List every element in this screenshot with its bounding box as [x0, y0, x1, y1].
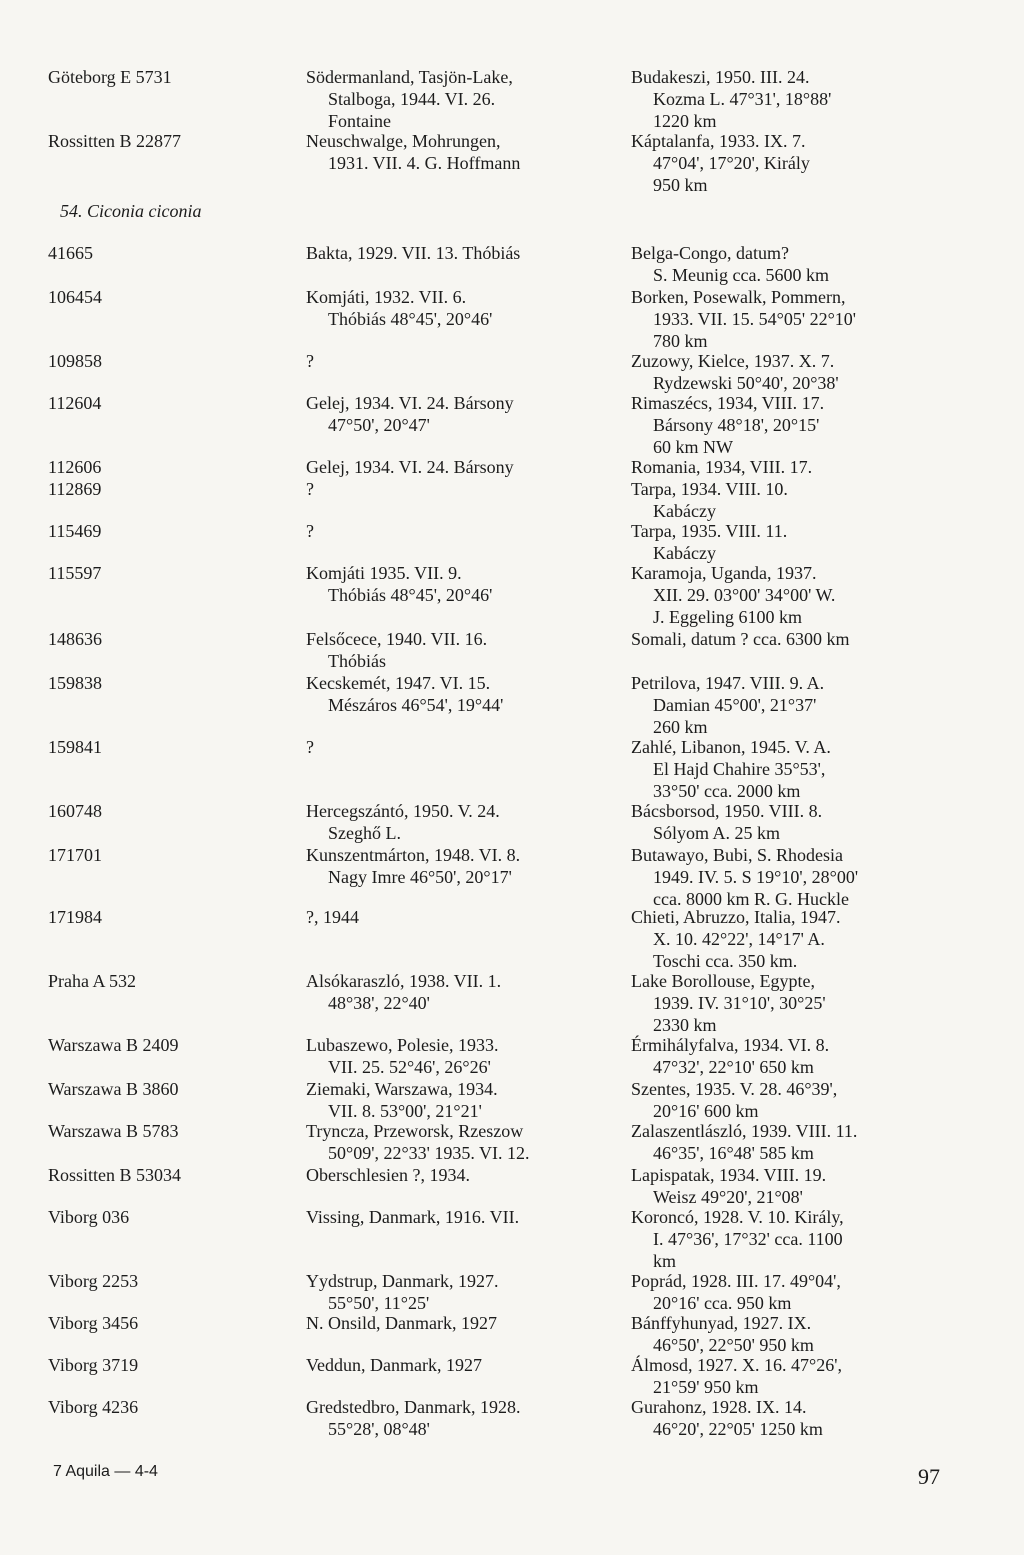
- recovery-data-line: Bánffyhunyad, 1927. IX.: [631, 1313, 812, 1333]
- ring-number: [48, 1206, 129, 1228]
- ring-number-line: 112606: [48, 457, 102, 477]
- ringing-data-line: ?: [306, 479, 314, 499]
- recovery-data-line: Szentes, 1935. V. 28. 46°39',: [631, 1079, 838, 1099]
- ringing-data-line: Lubaszewo, Polesie, 1933.: [306, 1035, 499, 1055]
- ring-number: [48, 456, 101, 478]
- recovery-data-line: Belga-Congo, datum?: [631, 243, 789, 263]
- ring-number: [48, 286, 102, 308]
- ringing-data-line: Thóbiás: [328, 651, 386, 671]
- ringing-data-line: Komjáti 1935. VII. 9.: [306, 563, 462, 583]
- recovery-data-line: 47°32', 22°10' 650 km: [653, 1057, 814, 1077]
- recovery-data: [631, 736, 831, 802]
- recovery-data-line: 1949. IV. 5. S 19°10', 28°00': [653, 867, 859, 887]
- ring-number-line: Warszawa B 5783: [48, 1121, 179, 1141]
- recovery-data: [631, 130, 810, 196]
- recovery-data: [631, 1120, 857, 1164]
- recovery-data-line: Borken, Posewalk, Pommern,: [631, 287, 846, 307]
- ring-number: [48, 800, 102, 822]
- ringing-data: [306, 456, 514, 478]
- ring-number-line: 109858: [48, 351, 102, 371]
- recovery-data: [631, 1206, 844, 1272]
- ringing-data-line: Gelej, 1934. VI. 24. Bársony: [306, 393, 514, 413]
- recovery-data-line: 1220 km: [653, 111, 717, 131]
- recovery-data: [631, 1396, 823, 1440]
- recovery-data-line: Zahlé, Libanon, 1945. V. A.: [631, 737, 831, 757]
- ringing-data: [306, 478, 314, 500]
- ringing-data-line: Kunszentmárton, 1948. VI. 8.: [306, 845, 521, 865]
- ringing-data-line: ?, 1944: [306, 907, 359, 927]
- ring-number: [48, 242, 93, 264]
- ringing-data: [306, 672, 503, 716]
- ringing-data: [306, 1354, 482, 1376]
- ring-number-line: Warszawa B 3860: [48, 1079, 179, 1099]
- ring-number-line: 171984: [48, 907, 102, 927]
- recovery-data-line: Somali, datum ? cca. 6300 km: [631, 629, 850, 649]
- ringing-data-line: Felsőcece, 1940. VII. 16.: [306, 629, 488, 649]
- recovery-data-line: Butawayo, Bubi, S. Rhodesia: [631, 845, 843, 865]
- ringing-data-line: Vissing, Danmark, 1916. VII.: [306, 1207, 520, 1227]
- ring-number-line: Viborg 3719: [48, 1355, 139, 1375]
- recovery-data-line: 46°35', 16°48' 585 km: [653, 1143, 814, 1163]
- species-header: 54. Ciconia ciconia: [60, 201, 202, 221]
- recovery-data-line: Damian 45°00', 21°37': [653, 695, 817, 715]
- ring-number-line: Viborg 2253: [48, 1271, 139, 1291]
- recovery-data-line: 46°20', 22°05' 1250 km: [653, 1419, 823, 1439]
- ringing-data-line: Oberschlesien ?, 1934.: [306, 1165, 470, 1185]
- recovery-data: [631, 1354, 842, 1398]
- ringing-data-line: Szeghő L.: [328, 823, 401, 843]
- ringing-data-line: 1931. VII. 4. G. Hoffmann: [328, 153, 521, 173]
- ringing-data-line: Yydstrup, Danmark, 1927.: [306, 1271, 499, 1291]
- ringing-data-line: 47°50', 20°47': [328, 415, 430, 435]
- recovery-data: [631, 562, 835, 628]
- recovery-data: [631, 1312, 814, 1356]
- ring-number: [48, 1034, 179, 1056]
- ring-number: [48, 906, 102, 928]
- ringing-data-line: VII. 25. 52°46', 26°26': [328, 1057, 491, 1077]
- recovery-data-line: I. 47°36', 17°32' cca. 1100: [653, 1229, 843, 1249]
- recovery-data-line: 33°50' cca. 2000 km: [653, 781, 801, 801]
- recovery-data-line: Álmosd, 1927. X. 16. 47°26',: [631, 1355, 842, 1375]
- ring-number: [48, 1354, 138, 1376]
- ring-number-line: Göteborg E 5731: [48, 67, 172, 87]
- ringing-data: [306, 906, 359, 928]
- recovery-data-line: XII. 29. 03°00' 34°00' W.: [653, 585, 836, 605]
- ring-number: [48, 520, 101, 542]
- ring-number-line: Viborg 4236: [48, 1397, 139, 1417]
- ringing-data-line: Kecskemét, 1947. VI. 15.: [306, 673, 491, 693]
- recovery-data-line: Gurahonz, 1928. IX. 14.: [631, 1397, 807, 1417]
- ringing-data-line: Nagy Imre 46°50', 20°17': [328, 867, 512, 887]
- recovery-data-line: Rydzewski 50°40', 20°38': [653, 373, 839, 393]
- recovery-data-line: 47°04', 17°20', Király: [653, 153, 810, 173]
- ringing-data-line: ?: [306, 737, 314, 757]
- ring-number-line: 106454: [48, 287, 102, 307]
- ring-number: [48, 736, 102, 758]
- ring-number-line: 112869: [48, 479, 102, 499]
- ring-number-line: 41665: [48, 243, 93, 263]
- recovery-data: [631, 1270, 841, 1314]
- ring-number-line: Warszawa B 2409: [48, 1035, 179, 1055]
- ring-number-line: 148636: [48, 629, 102, 649]
- ringing-data-line: Neuschwalge, Mohrungen,: [306, 131, 501, 151]
- ringing-data-line: Södermanland, Tasjön-Lake,: [306, 67, 513, 87]
- ringing-data: [306, 736, 314, 758]
- ringing-data-line: VII. 8. 53°00', 21°21': [328, 1101, 482, 1121]
- footer-journal-ref: 7 Aquila — 4-4: [53, 1463, 158, 1480]
- ringing-data: [306, 1270, 498, 1314]
- ringing-data-line: N. Onsild, Danmark, 1927: [306, 1313, 497, 1333]
- ringing-data-line: Alsókaraszló, 1938. VII. 1.: [306, 971, 502, 991]
- ringing-data-line: 48°38', 22°40': [328, 993, 430, 1013]
- recovery-data: [631, 672, 824, 738]
- recovery-data-line: X. 10. 42°22', 14°17' A.: [653, 929, 825, 949]
- ringing-data-line: Hercegszántó, 1950. V. 24.: [306, 801, 500, 821]
- ring-number: [48, 672, 102, 694]
- recovery-data-line: Sólyom A. 25 km: [653, 823, 781, 843]
- ringing-data-line: Tryncza, Przeworsk, Rzeszow: [306, 1121, 524, 1141]
- recovery-data-line: Lake Borollouse, Egypte,: [631, 971, 815, 991]
- ringing-data: [306, 844, 520, 888]
- page-number: 97: [918, 1464, 940, 1489]
- recovery-data-line: 780 km: [653, 331, 708, 351]
- recovery-data: [631, 456, 812, 478]
- ring-number: [48, 1270, 138, 1292]
- ring-number: [48, 66, 172, 88]
- ringing-data: [306, 1078, 498, 1122]
- ring-number-line: Praha A 532: [48, 971, 136, 991]
- ringing-data: [306, 130, 520, 174]
- recovery-data-line: Toschi cca. 350 km.: [653, 951, 798, 971]
- ringing-data-line: 50°09', 22°33' 1935. VI. 12.: [328, 1143, 530, 1163]
- ringing-data-line: Stalboga, 1944. VI. 26.: [328, 89, 496, 109]
- ring-number: [48, 1120, 179, 1142]
- ring-number: [48, 970, 136, 992]
- recovery-data-line: Zuzowy, Kielce, 1937. X. 7.: [631, 351, 835, 371]
- recovery-data-line: 46°50', 22°50' 950 km: [653, 1335, 814, 1355]
- ringing-data: [306, 286, 492, 330]
- recovery-data-line: Bácsborsod, 1950. VIII. 8.: [631, 801, 823, 821]
- ringing-data-line: ?: [306, 351, 314, 371]
- ringing-data: [306, 520, 314, 542]
- ringing-data: [306, 1120, 530, 1164]
- ringing-data-line: Gredstedbro, Danmark, 1928.: [306, 1397, 521, 1417]
- recovery-data: [631, 392, 824, 458]
- ringing-data-line: Bakta, 1929. VII. 13. Thóbiás: [306, 243, 521, 263]
- ring-number: [48, 1078, 179, 1100]
- ringing-data-line: Veddun, Danmark, 1927: [306, 1355, 482, 1375]
- ring-number-line: 115597: [48, 563, 102, 583]
- ringing-data: [306, 392, 514, 436]
- recovery-data-line: 1933. VII. 15. 54°05' 22°10': [653, 309, 857, 329]
- ringing-data: [306, 800, 500, 844]
- recovery-data: [631, 350, 839, 394]
- recovery-data: [631, 844, 858, 910]
- recovery-data-line: Kabáczy: [653, 501, 716, 521]
- ring-number: [48, 1396, 138, 1418]
- ring-number-line: Viborg 036: [48, 1207, 130, 1227]
- recovery-data-line: Rimaszécs, 1934, VIII. 17.: [631, 393, 825, 413]
- recovery-data-line: Tarpa, 1935. VIII. 11.: [631, 521, 788, 541]
- ringing-data: [306, 1164, 470, 1186]
- ringing-data: [306, 1396, 520, 1440]
- ringing-data-line: Thóbiás 48°45', 20°46': [328, 309, 493, 329]
- recovery-data: [631, 1164, 826, 1208]
- ring-number-line: 115469: [48, 521, 102, 541]
- ring-number: [48, 130, 181, 152]
- recovery-data-line: Petrilova, 1947. VIII. 9. A.: [631, 673, 825, 693]
- recovery-data-line: cca. 8000 km R. G. Huckle: [653, 889, 849, 909]
- ring-number-line: Rossitten B 53034: [48, 1165, 182, 1185]
- recovery-data-line: Káptalanfa, 1933. IX. 7.: [631, 131, 806, 151]
- recovery-data-line: 950 km: [653, 175, 708, 195]
- recovery-data-line: 20°16' 600 km: [653, 1101, 759, 1121]
- ringing-data-line: 55°28', 08°48': [328, 1419, 430, 1439]
- recovery-data-line: Érmihályfalva, 1934. VI. 8.: [631, 1035, 830, 1055]
- ringing-data-line: Thóbiás 48°45', 20°46': [328, 585, 493, 605]
- ringing-data: [306, 970, 501, 1014]
- ringing-data: [306, 1206, 519, 1228]
- recovery-data-line: Tarpa, 1934. VIII. 10.: [631, 479, 788, 499]
- recovery-data-line: Karamoja, Uganda, 1937.: [631, 563, 817, 583]
- recovery-data: [631, 970, 826, 1036]
- ring-number: [48, 1164, 181, 1186]
- ring-number-line: 171701: [48, 845, 102, 865]
- recovery-data-line: 260 km: [653, 717, 708, 737]
- recovery-data: [631, 1034, 829, 1078]
- ring-number: [48, 478, 101, 500]
- ring-number: [48, 350, 102, 372]
- recovery-data: [631, 242, 829, 286]
- ring-number-line: 112604: [48, 393, 102, 413]
- ring-number: [48, 562, 101, 584]
- ringing-data: [306, 242, 520, 264]
- ringing-data: [306, 1312, 497, 1334]
- recovery-data-line: km: [653, 1251, 677, 1271]
- recovery-data-line: El Hajd Chahire 35°53',: [653, 759, 826, 779]
- recovery-data-line: Lapispatak, 1934. VIII. 19.: [631, 1165, 827, 1185]
- recovery-data-line: Kabáczy: [653, 543, 716, 563]
- recovery-data-line: Koroncó, 1928. V. 10. Király,: [631, 1207, 844, 1227]
- ringing-data-line: Komjáti, 1932. VII. 6.: [306, 287, 467, 307]
- recovery-data-line: Bársony 48°18', 20°15': [653, 415, 820, 435]
- ring-number-line: 159838: [48, 673, 102, 693]
- recovery-data: [631, 520, 787, 564]
- ringing-data-line: 55°50', 11°25': [328, 1293, 430, 1313]
- ring-number-line: Viborg 3456: [48, 1313, 139, 1333]
- recovery-data: [631, 1078, 837, 1122]
- recovery-data-line: 60 km NW: [653, 437, 733, 457]
- recovery-data-line: Romania, 1934, VIII. 17.: [631, 457, 813, 477]
- ring-number: [48, 1312, 138, 1334]
- ringing-data: [306, 1034, 498, 1078]
- ringing-data: [306, 350, 314, 372]
- ring-number: [48, 392, 101, 414]
- ring-number-line: 160748: [48, 801, 102, 821]
- ring-number: [48, 844, 102, 866]
- ringing-data-line: Ziemaki, Warszawa, 1934.: [306, 1079, 498, 1099]
- recovery-data-line: 20°16' cca. 950 km: [653, 1293, 792, 1313]
- ringing-data: [306, 628, 487, 672]
- ringing-data-line: Mészáros 46°54', 19°44': [328, 695, 504, 715]
- recovery-data: [631, 66, 831, 132]
- recovery-data-line: Weisz 49°20', 21°08': [653, 1187, 803, 1207]
- ringing-data: [306, 66, 513, 132]
- recovery-data: [631, 628, 849, 650]
- recovery-data-line: 21°59' 950 km: [653, 1377, 759, 1397]
- recovery-data-line: S. Meunig cca. 5600 km: [653, 265, 829, 285]
- recovery-data-line: 1939. IV. 31°10', 30°25': [653, 993, 826, 1013]
- ring-number-line: 159841: [48, 737, 102, 757]
- recovery-data-line: 2330 km: [653, 1015, 717, 1035]
- recovery-data-line: Zalaszentlászló, 1939. VIII. 11.: [631, 1121, 858, 1141]
- ringing-data-line: Gelej, 1934. VI. 24. Bársony: [306, 457, 514, 477]
- ringing-data-line: ?: [306, 521, 314, 541]
- ringing-data: [306, 562, 492, 606]
- recovery-data: [631, 800, 822, 844]
- recovery-data-line: Budakeszi, 1950. III. 24.: [631, 67, 810, 87]
- recovery-data-line: Poprád, 1928. III. 17. 49°04',: [631, 1271, 841, 1291]
- recovery-data-line: Kozma L. 47°31', 18°88': [653, 89, 832, 109]
- ring-number: [48, 628, 102, 650]
- recovery-data: [631, 286, 856, 352]
- recovery-data: [631, 478, 788, 522]
- recovery-data: [631, 906, 840, 972]
- ringing-data-line: Fontaine: [328, 111, 391, 131]
- recovery-data-line: Chieti, Abruzzo, Italia, 1947.: [631, 907, 841, 927]
- recovery-data-line: J. Eggeling 6100 km: [653, 607, 802, 627]
- ring-number-line: Rossitten B 22877: [48, 131, 182, 151]
